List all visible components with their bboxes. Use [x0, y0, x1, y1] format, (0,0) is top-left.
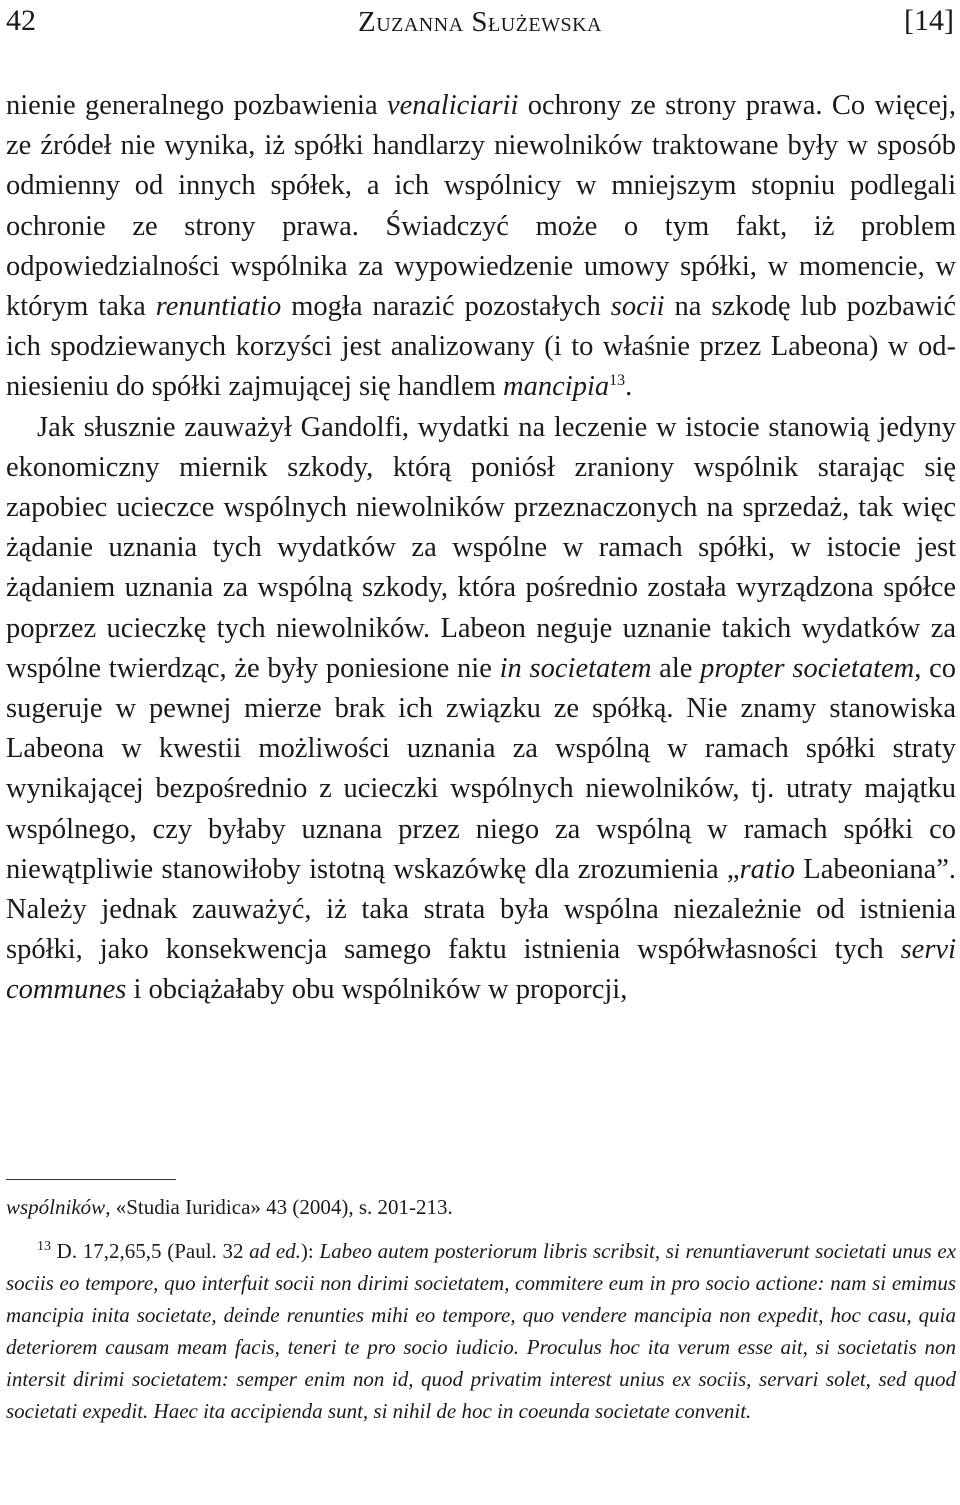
text-run: .	[625, 371, 633, 403]
footnote-number: 13	[37, 1239, 51, 1254]
footnote-continuation	[6, 1191, 956, 1223]
italic-term: in societatem	[499, 652, 652, 684]
italic-term: ad ed.	[249, 1239, 301, 1263]
italic-term: venaliciarii	[387, 90, 519, 121]
text-run: , co sugeruje w pewnej mierze brak ich związku ze spółką. Nie znamy stanowiska Labeona w kwestii możliwości uznania za wspólną w ramach spółki straty wynikającej bezpośrednio z ucieczki wspólnych niewolników, tj. utraty majątku wspólnego, czy byłaby uznana przez niego za wspólną w ramach spółki co niewątpliwie stanowiłoby istotną wskazówkę dla zrozumienia „	[6, 652, 957, 885]
running-header	[6, 4, 954, 44]
text-run: na szkodę lub pozbawić ich spodziewanych korzyści jest analizowany (i to właśnie przez Labeona) w odniesieniu do spółki zajmującej się handlem	[6, 291, 957, 403]
text-run: Jak słusznie zauważył Gandolfi, wydatki na leczenie w istocie stanowią jedyny ekonomiczny miernik szkody, którą poniósł zraniony wspólnik starając się zapobiec ucieczce wspólnych niewolników przeznaczonych na sprzedaż, tak więc żądanie uznania tych wydatków za wspólne w ramach spółki, w istocie jest żądaniem uznania za wspólną szkody, która pośrednio została wyrządzona spółce poprzez ucieczkę tych niewolników. Labeon neguje uznanie takich wydatków za wspólne twierdząc, że były poniesione nie	[6, 411, 956, 684]
italic-term: socii	[610, 291, 665, 323]
footnotes	[6, 1191, 956, 1427]
paragraph-2	[6, 408, 956, 1011]
running-title: Zuzanna Służewska	[357, 6, 602, 38]
italic-term: wspólników	[6, 1195, 106, 1219]
italic-term: propter societatem	[700, 652, 915, 684]
footnote-13	[6, 1235, 956, 1427]
footnote-reference[interactable]: 13	[609, 372, 626, 390]
section-marker: [14]	[904, 4, 954, 37]
footnote-separator	[6, 1179, 176, 1180]
italic-term: ratio	[739, 853, 795, 885]
text-run: nienie generalnego pozbawienia	[6, 90, 387, 121]
page-number: 42	[6, 4, 36, 37]
italic-term: mancipia	[503, 371, 610, 403]
text-run: ale	[651, 652, 701, 684]
main-text	[6, 86, 956, 1011]
paragraph-1	[6, 86, 956, 408]
italic-term: renuntiatio	[155, 291, 282, 323]
latin-quotation: Labeo autem posteriorum libris scribsit, si renuntiaverunt societati unus ex sociis eo tempore, quo interfuit socii non dirimi societatem, commitere eum in pro socio actione: nam si emimus mancipia inita societate, deinde renunties mihi eo tempore, quo vendere mancipia non expedit, hoc casu, quia deteriorem causam meam facis, teneri te pro socio iudicio. Proculus hoc ita verum esse ait, si societatis non intersit dirimi societatem: semper enim non id, quod privatim interest unius ex sociis, servari solet, sed quod societati expedit. Haec ita accipienda sunt, si nihil de hoc in coeunda societate convenit.	[6, 1239, 957, 1423]
text-run: i obciążałaby obu wspólników w proporcji,	[126, 974, 628, 1006]
italic-term: servi communes	[6, 934, 956, 1006]
text-run: ochrony ze strony prawa. Co więcej, ze źródeł nie wynika, iż spółki handlarzy niewolników traktowane były w sposób odmienny od innych spółek, a ich wspólnicy w mniejszym stopniu podlegali ochronie ze strony prawa. Świadczyć może o tym fakt, iż problem odpowiedzialności wspólnika za wypowiedzenie umowy spółki, w momencie, w którym taka	[6, 90, 956, 323]
text-run: mogła narazić pozostałych	[281, 291, 611, 323]
text-run: D. 17,2,65,5 (Paul. 32	[51, 1239, 250, 1263]
text-run: , «Studia Iuridica» 43 (2004), s. 201-213.	[105, 1195, 453, 1219]
text-run: ):	[300, 1239, 320, 1263]
text-run: Labeoniana”. Należy jednak zauważyć, iż taka strata była wspólna niezależnie od istnienia spółki, jako konsekwencja samego faktu istnienia współwłasności tych	[6, 853, 956, 966]
